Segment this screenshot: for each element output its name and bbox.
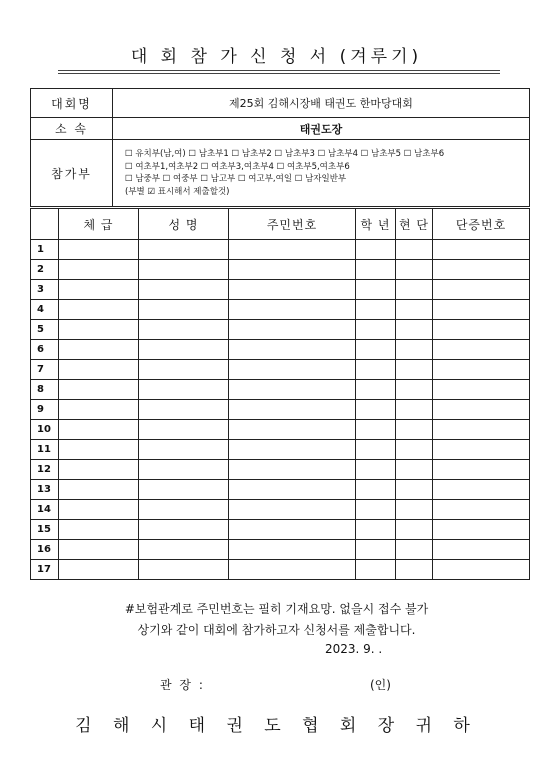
certificate-number-cell[interactable] [433, 280, 530, 300]
name-cell[interactable] [139, 400, 229, 420]
current-dan-cell[interactable] [396, 440, 433, 460]
certificate-number-cell[interactable] [433, 460, 530, 480]
table-row [31, 380, 530, 400]
division-options-line[interactable]: ☐ 여초부1,여초부2 ☐ 여초부3,여초부4 ☐ 여초부5,여초부6 [125, 161, 350, 172]
current-dan-cell[interactable] [396, 340, 433, 360]
certificate-number-cell[interactable] [433, 400, 530, 420]
row-number: 11 [31, 440, 59, 460]
row-number: 17 [31, 560, 59, 580]
weight-class-cell[interactable] [59, 440, 139, 460]
certificate-number-cell[interactable] [433, 500, 530, 520]
weight-class-cell[interactable] [59, 360, 139, 380]
weight-class-cell[interactable] [59, 540, 139, 560]
participant-table [30, 208, 530, 580]
table-row [31, 240, 530, 260]
row-number: 5 [31, 320, 59, 340]
table-row [31, 480, 530, 500]
header-current-dan: 현 단 [396, 209, 433, 240]
director-label: 관 장 : [160, 678, 205, 692]
grade-cell[interactable] [356, 560, 396, 580]
row-number: 16 [31, 540, 59, 560]
table-row [31, 300, 530, 320]
grade-cell[interactable] [356, 340, 396, 360]
seal-mark: (인) [370, 678, 391, 692]
resident-number-cell[interactable] [229, 280, 356, 300]
name-cell[interactable] [139, 260, 229, 280]
current-dan-cell[interactable] [396, 320, 433, 340]
title-rule-top [58, 70, 500, 71]
current-dan-cell[interactable] [396, 480, 433, 500]
certificate-number-cell[interactable] [433, 520, 530, 540]
grade-cell[interactable] [356, 240, 396, 260]
resident-number-cell[interactable] [229, 520, 356, 540]
row-number: 13 [31, 480, 59, 500]
weight-class-cell[interactable] [59, 320, 139, 340]
resident-number-cell[interactable] [229, 440, 356, 460]
resident-number-cell[interactable] [229, 500, 356, 520]
table-row [31, 260, 530, 280]
row-number: 10 [31, 420, 59, 440]
table-row [31, 280, 530, 300]
resident-number-cell[interactable] [229, 380, 356, 400]
grade-cell[interactable] [356, 520, 396, 540]
info-table [30, 88, 530, 207]
event-name-value: 제25회 김해시장배 태권도 한마당대회 [113, 89, 530, 118]
weight-class-cell[interactable] [59, 240, 139, 260]
division-options-line[interactable]: ☐ 남중부 ☐ 여중부 ☐ 남고부 ☐ 여고부,여일 ☐ 남자일반부 [125, 174, 347, 184]
grade-cell[interactable] [356, 400, 396, 420]
table-row [31, 360, 530, 380]
division-label: 참가부 [31, 140, 113, 207]
resident-number-cell[interactable] [229, 320, 356, 340]
name-cell[interactable] [139, 420, 229, 440]
row-number: 12 [31, 460, 59, 480]
weight-class-cell[interactable] [59, 400, 139, 420]
row-number: 15 [31, 520, 59, 540]
name-cell[interactable] [139, 240, 229, 260]
grade-cell[interactable] [356, 420, 396, 440]
current-dan-cell[interactable] [396, 500, 433, 520]
certificate-number-cell[interactable] [433, 380, 530, 400]
resident-number-cell[interactable] [229, 480, 356, 500]
resident-number-cell[interactable] [229, 400, 356, 420]
certificate-number-cell[interactable] [433, 420, 530, 440]
grade-cell[interactable] [356, 540, 396, 560]
resident-number-cell[interactable] [229, 460, 356, 480]
weight-class-cell[interactable] [59, 480, 139, 500]
grade-cell[interactable] [356, 460, 396, 480]
current-dan-cell[interactable] [396, 280, 433, 300]
title-rule-bottom [58, 73, 500, 74]
weight-class-cell[interactable] [59, 520, 139, 540]
grade-cell[interactable] [356, 260, 396, 280]
current-dan-cell[interactable] [396, 260, 433, 280]
grade-cell[interactable] [356, 480, 396, 500]
resident-number-cell[interactable] [229, 540, 356, 560]
name-cell[interactable] [139, 540, 229, 560]
grade-cell[interactable] [356, 360, 396, 380]
division-options-line[interactable]: ☐ 유치부(남,여) ☐ 남초부1 ☐ 남초부2 ☐ 남초부3 ☐ 남초부4 ☐ 남초부5 ☐ 남초부6 [125, 149, 445, 159]
certificate-number-cell[interactable] [433, 260, 530, 280]
grade-cell[interactable] [356, 500, 396, 520]
table-row [31, 520, 530, 540]
certificate-number-cell[interactable] [433, 300, 530, 320]
row-number: 7 [31, 360, 59, 380]
table-row [31, 340, 530, 360]
certificate-number-cell[interactable] [433, 540, 530, 560]
table-row [31, 500, 530, 520]
header-name: 성 명 [139, 209, 229, 240]
name-cell[interactable] [139, 340, 229, 360]
name-cell[interactable] [139, 480, 229, 500]
header-resident-number: 주민번호 [229, 209, 356, 240]
affiliation-label: 소 속 [31, 118, 113, 140]
weight-class-cell[interactable] [59, 260, 139, 280]
form-title: 대 회 참 가 신 청 서 (겨루기) [130, 47, 423, 67]
current-dan-cell[interactable] [396, 420, 433, 440]
table-row [31, 320, 530, 340]
resident-number-cell[interactable] [229, 300, 356, 320]
resident-number-cell[interactable] [229, 240, 356, 260]
certificate-number-cell[interactable] [433, 320, 530, 340]
weight-class-cell[interactable] [59, 420, 139, 440]
table-row [31, 440, 530, 460]
name-cell[interactable] [139, 360, 229, 380]
weight-class-cell[interactable] [59, 560, 139, 580]
name-cell[interactable] [139, 280, 229, 300]
name-cell[interactable] [139, 560, 229, 580]
certificate-number-cell[interactable] [433, 340, 530, 360]
weight-class-cell[interactable] [59, 280, 139, 300]
resident-number-cell[interactable] [229, 260, 356, 280]
name-cell[interactable] [139, 460, 229, 480]
division-options[interactable] [113, 140, 530, 207]
current-dan-cell[interactable] [396, 400, 433, 420]
grade-cell[interactable] [356, 440, 396, 460]
event-name-label: 대회명 [31, 89, 113, 118]
header-weight-class: 체 급 [59, 209, 139, 240]
grade-cell[interactable] [356, 320, 396, 340]
grade-cell[interactable] [356, 280, 396, 300]
addressee: 김 해 시 태 권 도 협 회 장 귀 하 [75, 716, 478, 736]
resident-number-cell[interactable] [229, 340, 356, 360]
insurance-note: #보험관계로 주민번호는 필히 기재요망. 없을시 접수 불가 [124, 602, 429, 616]
row-number: 2 [31, 260, 59, 280]
submission-statement: 상기와 같이 대회에 참가하고자 신청서를 제출합니다. [137, 623, 416, 637]
row-number: 6 [31, 340, 59, 360]
name-cell[interactable] [139, 440, 229, 460]
current-dan-cell[interactable] [396, 540, 433, 560]
row-number: 4 [31, 300, 59, 320]
header-number [31, 209, 59, 240]
row-number: 9 [31, 400, 59, 420]
header-grade: 학 년 [356, 209, 396, 240]
name-cell[interactable] [139, 520, 229, 540]
weight-class-cell[interactable] [59, 380, 139, 400]
submission-date: 2023. 9. . [325, 642, 383, 656]
name-cell[interactable] [139, 300, 229, 320]
certificate-number-cell[interactable] [433, 240, 530, 260]
name-cell[interactable] [139, 320, 229, 340]
resident-number-cell[interactable] [229, 360, 356, 380]
division-instruction: (부별 ☑ 표시해서 제출할것) [125, 186, 230, 197]
certificate-number-cell[interactable] [433, 480, 530, 500]
current-dan-cell[interactable] [396, 560, 433, 580]
certificate-number-cell[interactable] [433, 560, 530, 580]
table-row [31, 400, 530, 420]
grade-cell[interactable] [356, 300, 396, 320]
current-dan-cell[interactable] [396, 520, 433, 540]
current-dan-cell[interactable] [396, 240, 433, 260]
weight-class-cell[interactable] [59, 340, 139, 360]
table-row [31, 460, 530, 480]
affiliation-value: 태권도장 [113, 118, 530, 140]
row-number: 14 [31, 500, 59, 520]
name-cell[interactable] [139, 500, 229, 520]
current-dan-cell[interactable] [396, 460, 433, 480]
name-cell[interactable] [139, 380, 229, 400]
current-dan-cell[interactable] [396, 300, 433, 320]
current-dan-cell[interactable] [396, 360, 433, 380]
resident-number-cell[interactable] [229, 560, 356, 580]
certificate-number-cell[interactable] [433, 440, 530, 460]
row-number: 3 [31, 280, 59, 300]
resident-number-cell[interactable] [229, 420, 356, 440]
weight-class-cell[interactable] [59, 460, 139, 480]
certificate-number-cell[interactable] [433, 360, 530, 380]
table-header-row [31, 209, 530, 240]
weight-class-cell[interactable] [59, 500, 139, 520]
row-number: 1 [31, 240, 59, 260]
header-certificate-number: 단증번호 [433, 209, 530, 240]
table-row [31, 540, 530, 560]
current-dan-cell[interactable] [396, 380, 433, 400]
table-row [31, 560, 530, 580]
grade-cell[interactable] [356, 380, 396, 400]
row-number: 8 [31, 380, 59, 400]
weight-class-cell[interactable] [59, 300, 139, 320]
table-row [31, 420, 530, 440]
